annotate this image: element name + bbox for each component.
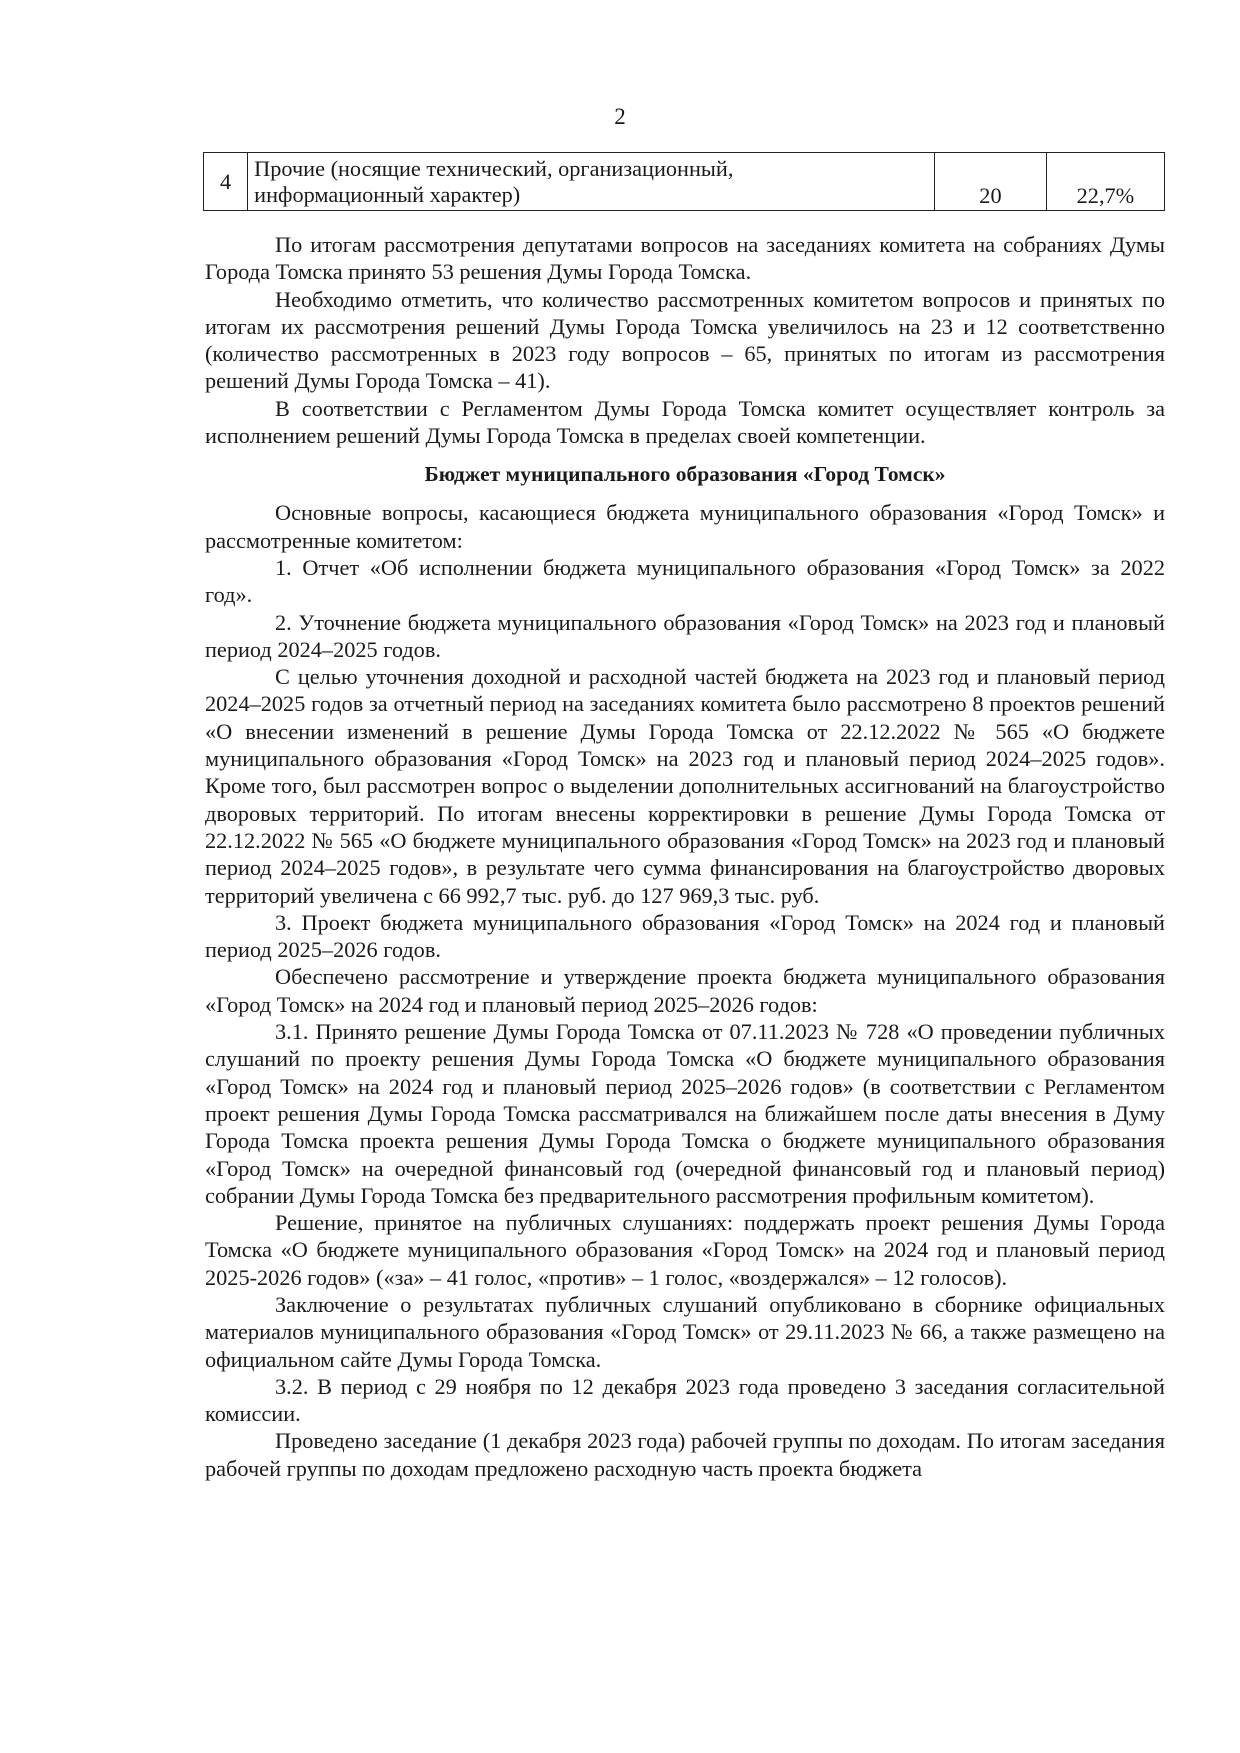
row-count: 20 bbox=[935, 153, 1047, 211]
paragraph: Решение, принятое на публичных слушаниях: поддержать проект решения Думы Города Томска «О бюджете муниципального образования «Город Томск» на 2024 год и плановый период 2025-2026 годов» («за» – 41 голос, «против» – 1 голос, «воздержался» – 12 голосов). bbox=[205, 1210, 1165, 1290]
paragraph: Заключение о результатах публичных слушаний опубликовано в сборнике официальных материалов муниципального образования «Город Томск» от 29.11.2023 № 66, а также размещено на официальном сайте Думы Города Томска. bbox=[205, 1291, 1165, 1372]
row-percent: 22,7% bbox=[1046, 153, 1164, 211]
row-description bbox=[248, 153, 935, 211]
paragraph: 3.1. Принято решение Думы Города Томска от 07.11.2023 № 728 «О проведении публичных слушаний по проекту решения Думы Города Томска «О бюджете муниципального образования «Город Томск» на 2024 год и плановый период 2025–2026 годов» (в соответствии с Регламентом проект решения Думы Города Томска рассматривался на ближайшем после даты внесения в Думу Города Томска проекта решения Думы Города Томска о бюджете муниципального образования «Город Томск» на очередной финансовый год (очередной финансовый год и плановый период) собрании Думы Города Томска без предварительного рассмотрения профильным комитетом). bbox=[205, 1019, 1165, 1208]
paragraph: С целью уточнения доходной и расходной частей бюджета на 2023 год и плановый период 2024–2025 годов за отчетный период на заседаниях комитета было рассмотрено 8 проектов решений «О внесении изменений в решение Думы Города Томска от 22.12.2022 № 565 «О бюджете муниципального образования «Город Томск» на 2023 год и плановый период 2024–2025 годов». Кроме того, был рассмотрен вопрос о выделении дополнительных ассигнований на благоустройство дворовых территорий. По итогам внесены корректировки в решение Думы Города Томска от 22.12.2022 № 565 «О бюджете муниципального образования «Город Томск» на 2023 год и плановый период 2024–2025 годов», в результате чего сумма финансирования на благоустройство дворовых территорий увеличена с 66 992,7 тыс. руб. до 127 969,3 тыс. руб. bbox=[205, 664, 1165, 908]
paragraph: В соответствии с Регламентом Думы Города Томска комитет осуществляет контроль за исполнением решений Думы Города Томска в пределах своей компетенции. bbox=[205, 395, 1165, 449]
row-description-line-1: Прочие (носящие технический, организационный, bbox=[254, 155, 734, 181]
row-description-line-2: информационный характер) bbox=[254, 181, 521, 207]
paragraph: Проведено заседание (1 декабря 2023 года) рабочей группы по доходам. По итогам заседания рабочей группы по доходам предложено расходную часть проекта бюджета bbox=[205, 1428, 1165, 1481]
paragraph: 3.2. В период с 29 ноября по 12 декабря 2023 года проведено 3 заседания согласительной комиссии. bbox=[205, 1373, 1165, 1427]
row-number: 4 bbox=[204, 153, 248, 211]
paragraph: Основные вопросы, касающиеся бюджета муниципального образования «Город Томск» и рассмотренные комитетом: bbox=[205, 500, 1165, 553]
category-table bbox=[203, 152, 1165, 211]
paragraph: 3. Проект бюджета муниципального образования «Город Томск» на 2024 год и плановый период 2025–2026 годов. bbox=[205, 909, 1165, 963]
paragraph: 1. Отчет «Об исполнении бюджета муниципального образования «Город Томск» за 2022 год». bbox=[205, 554, 1165, 608]
paragraph: По итогам рассмотрения депутатами вопросов на заседаниях комитета на собраниях Думы Города Томска принято 53 решения Думы Города Томска. bbox=[205, 232, 1165, 285]
document-body bbox=[205, 231, 1165, 1482]
paragraph: Обеспечено рассмотрение и утверждение проекта бюджета муниципального образования «Город Томск» на 2024 год и плановый период 2025–2026 годов: bbox=[205, 964, 1165, 1017]
table-row bbox=[204, 153, 1165, 211]
paragraph: 2. Уточнение бюджета муниципального образования «Город Томск» на 2023 год и плановый период 2024–2025 годов. bbox=[205, 609, 1165, 662]
page-number: 2 bbox=[614, 104, 626, 129]
paragraph: Необходимо отметить, что количество рассмотренных комитетом вопросов и принятых по итогам их рассмотрения решений Думы Города Томска увеличилось на 23 и 12 соответственно (количество рассмотренных в 2023 году вопросов – 65, принятых по итогам из рассмотрения решений Думы Города Томска – 41). bbox=[205, 286, 1165, 394]
section-heading: Бюджет муниципального образования «Город Томск» bbox=[424, 462, 946, 487]
